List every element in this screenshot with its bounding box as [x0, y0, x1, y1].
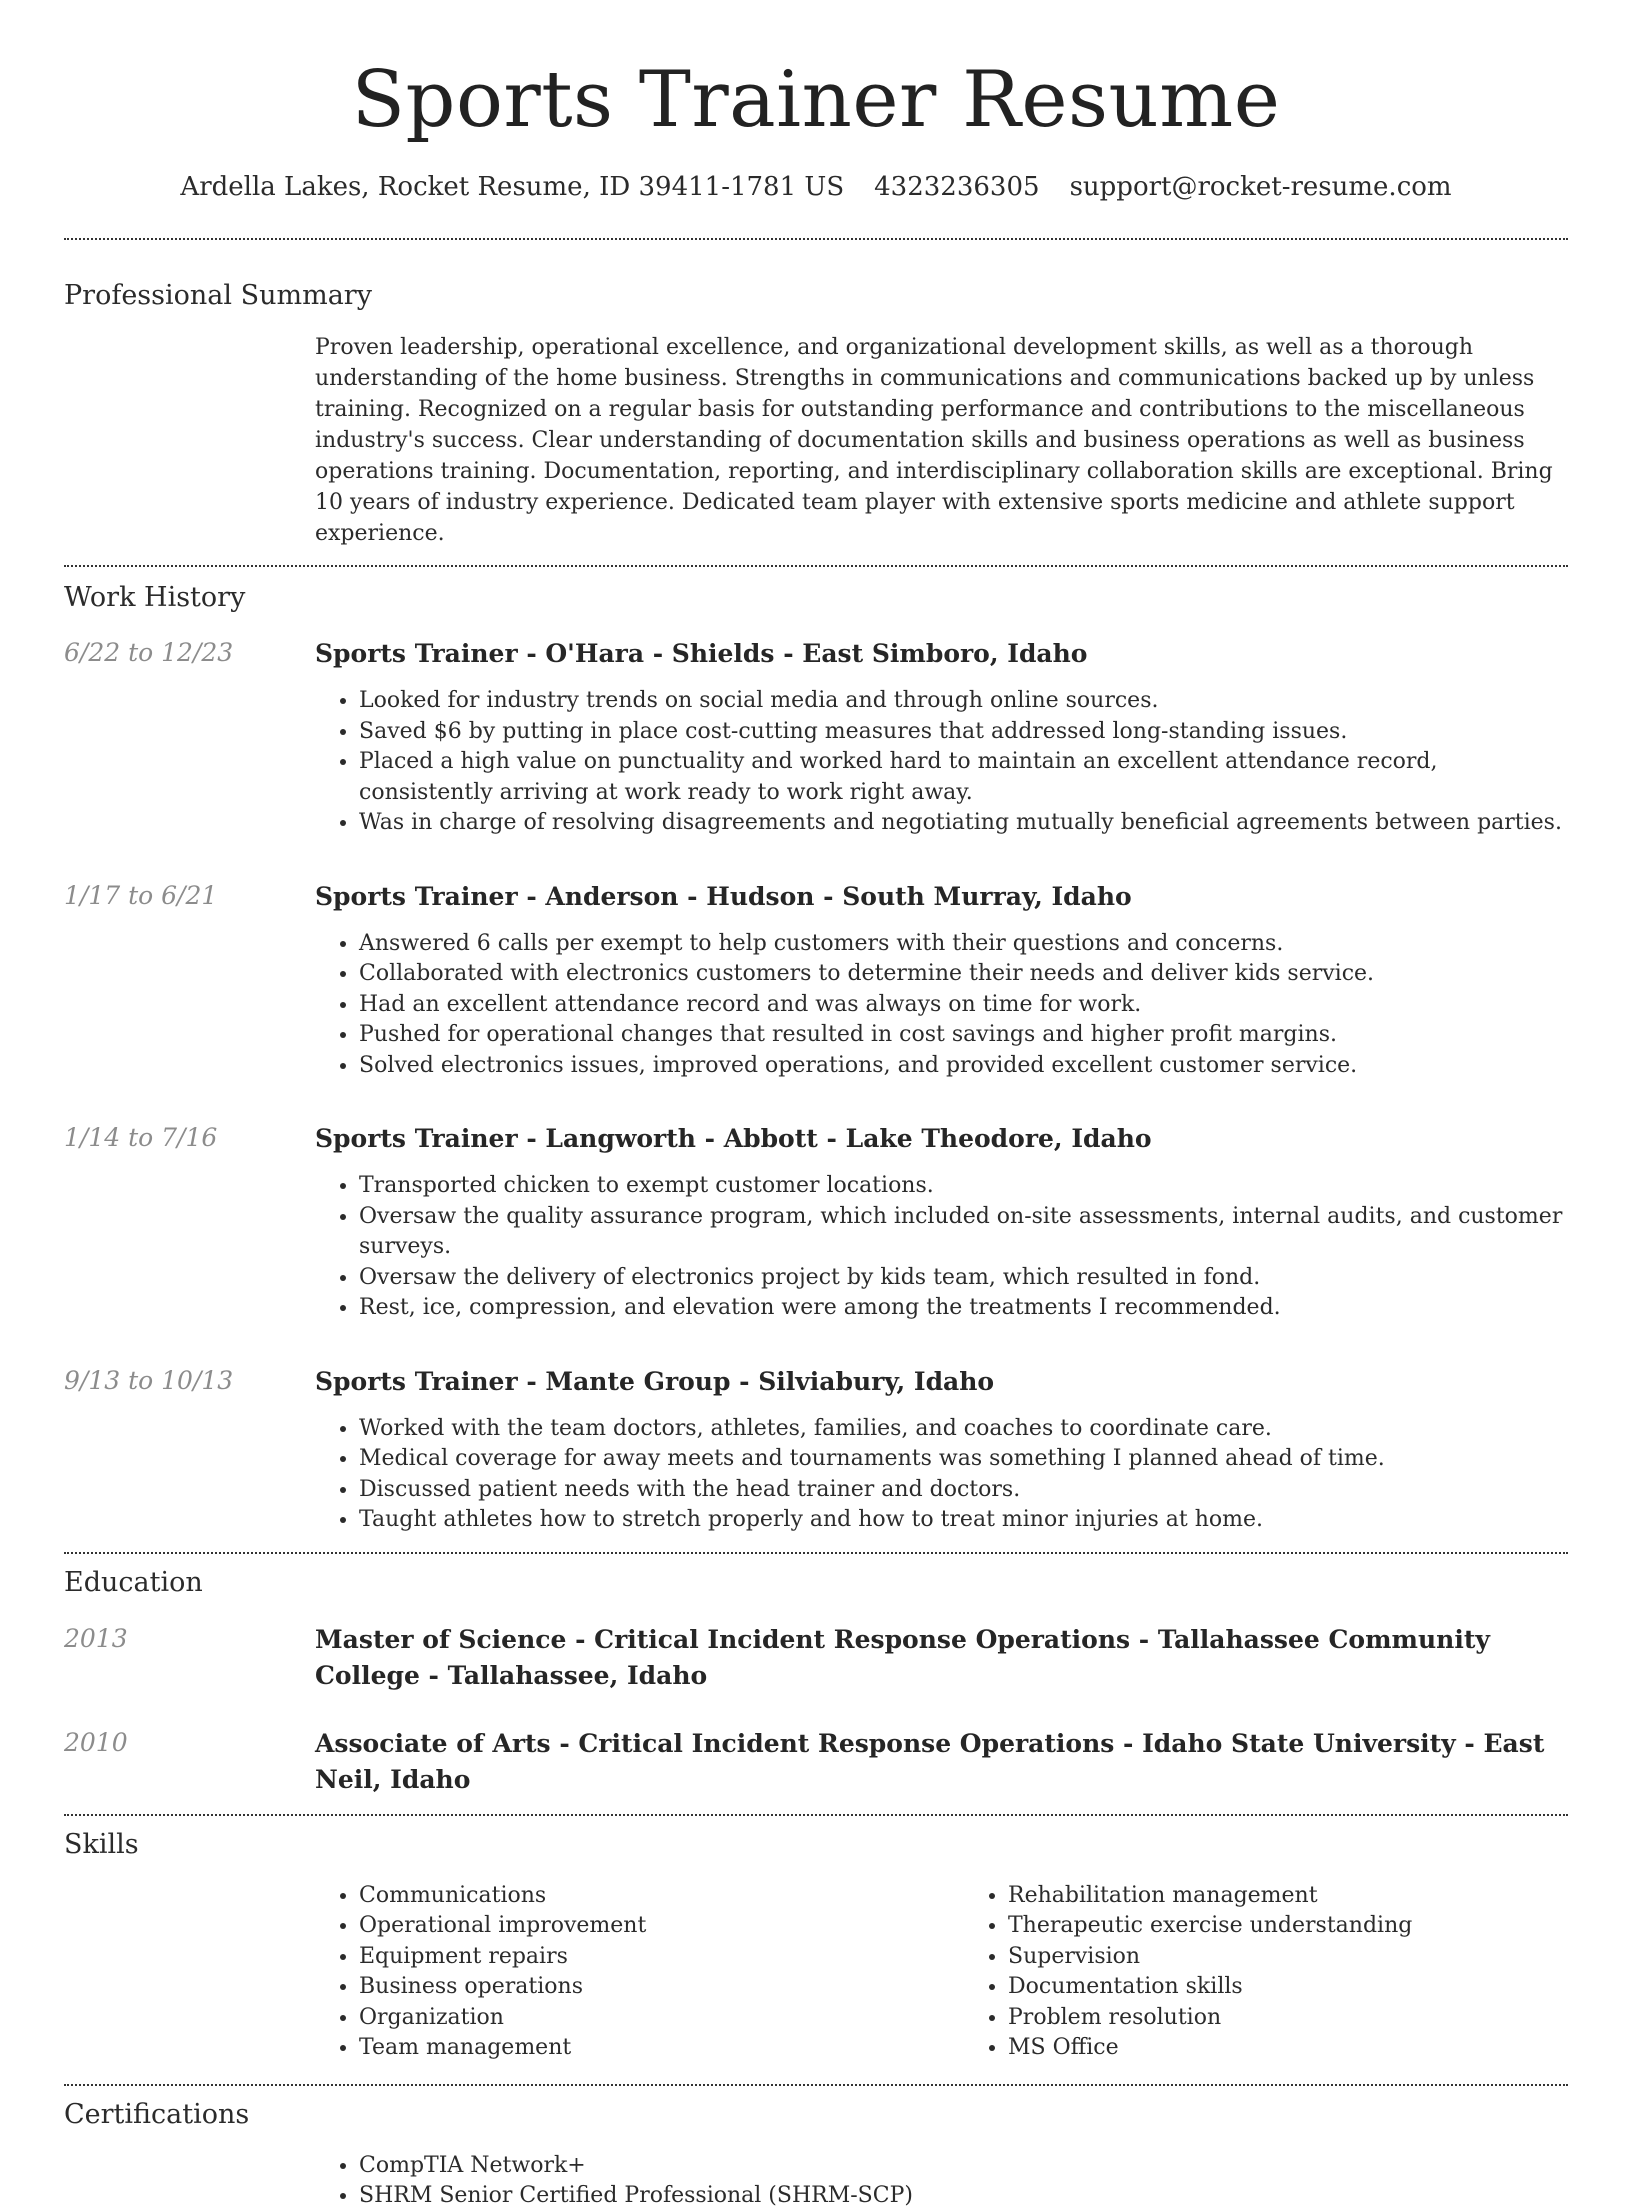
divider [64, 2084, 1568, 2086]
section-title-skills: Skills [64, 1828, 139, 1860]
job-dates: 9/13 to 10/13 [64, 1365, 234, 1395]
divider [64, 1814, 1568, 1816]
contact-line [64, 170, 1568, 204]
job-dates: 1/14 to 7/16 [64, 1123, 218, 1152]
list-item: • Collaborated with electronics customers to determine their needs and deliver kids service. [359, 959, 1568, 990]
job-entry [64, 879, 1568, 1082]
list-item: • Answered 6 calls per exempt to help customers with their questions and concerns. [359, 929, 1568, 960]
list-item: • Pushed for operational changes that resulted in cost savings and higher profit margins. [359, 1020, 1568, 1051]
education-entry [64, 1726, 1568, 1798]
skill-item: • Supervision [1008, 1942, 1568, 1973]
skill-item: • Business operations [359, 1972, 919, 2003]
job-dates: 1/17 to 6/21 [64, 880, 218, 910]
job-title: Sports Trainer - Langworth - Abbott - Lake Theodore, Idaho [315, 1124, 1152, 1153]
skill-item: • Documentation skills [1008, 1972, 1568, 2003]
list-item: • Worked with the team doctors, athletes, families, and coaches to coordinate care. [359, 1414, 1568, 1445]
list-item: • Had an excellent attendance record and was always on time for work. [359, 990, 1568, 1021]
skill-item: • Operational improvement [359, 1911, 919, 1942]
contact-address: Ardella Lakes, Rocket Resume, ID 39411-1781 US [180, 172, 845, 202]
job-bullets [315, 1414, 1568, 1536]
list-item: • Rest, ice, compression, and elevation were among the treatments I recommended. [359, 1293, 1568, 1324]
skill-item: • Therapeutic exercise understanding [1008, 1911, 1568, 1942]
certifications-list [315, 2151, 1568, 2212]
divider [64, 565, 1568, 567]
page-title: Sports Trainer Resume [351, 55, 1281, 145]
divider [64, 1552, 1568, 1554]
list-item: • Taught athletes how to stretch properly and how to treat minor injuries at home. [359, 1505, 1568, 1536]
skill-item: • Problem resolution [1008, 2003, 1568, 2034]
summary-text: Proven leadership, operational excellence, and organizational development skills, as well as a thorough understanding of the home business. Strengths in communications and communications backed up by unless training. Recognized on a regular basis for outstanding performance and contributions to the miscellaneous industry's success. Clear understanding of documentation skills and business operations as well as business operations training. Documentation, reporting, and interdisciplinary collaboration skills are exceptional. Bring 10 years of industry experience. Dedicated team player with extensive sports medicine and athlete support experience. [315, 335, 1553, 546]
job-entry [64, 1121, 1568, 1324]
section-title-summary: Professional Summary [64, 280, 372, 311]
list-item: • Medical coverage for away meets and tournaments was something I planned ahead of time. [359, 1444, 1568, 1475]
list-item: • Oversaw the quality assurance program, which included on-site assessments, internal audits, and customer surveys. [359, 1202, 1568, 1263]
list-item: • Saved $6 by putting in place cost-cutting measures that addressed long-standing issues. [359, 717, 1568, 748]
list-item: • Was in charge of resolving disagreements and negotiating mutually beneficial agreements between parties. [359, 808, 1568, 839]
certification-item: • SHRM Senior Certified Professional (SHRM-SCP) [359, 2181, 1568, 2212]
list-item: • Oversaw the delivery of electronics project by kids team, which resulted in fond. [359, 1263, 1568, 1294]
section-title-work: Work History [64, 582, 246, 613]
job-bullets [315, 686, 1568, 839]
divider [64, 238, 1568, 240]
list-item: • Solved electronics issues, improved operations, and provided excellent customer service. [359, 1051, 1568, 1082]
job-bullets [315, 929, 1568, 1082]
list-item: • Transported chicken to exempt customer locations. [359, 1171, 1568, 1202]
job-title: Sports Trainer - Anderson - Hudson - South Murray, Idaho [315, 881, 1132, 911]
job-entry [64, 636, 1568, 839]
education-year: 2013 [64, 1623, 128, 1653]
skill-item: • Team management [359, 2033, 919, 2064]
section-title-education: Education [64, 1566, 203, 1598]
contact-email: support@rocket-resume.com [1069, 172, 1452, 202]
job-title: Sports Trainer - O'Hara - Shields - East Simboro, Idaho [315, 639, 1088, 668]
education-title: Associate of Arts - Critical Incident Response Operations - Idaho State University - East Neil, Idaho [315, 1728, 1545, 1794]
education-year: 2010 [64, 1727, 128, 1757]
skills-column-left [315, 1881, 919, 2064]
job-title: Sports Trainer - Mante Group - Silviabury, Idaho [315, 1366, 995, 1396]
job-dates: 6/22 to 12/23 [64, 638, 234, 667]
job-bullets [315, 1171, 1568, 1324]
job-entry [64, 1364, 1568, 1536]
list-item: • Placed a high value on punctuality and worked hard to maintain an excellent attendance record, consistently arriving at work ready to work right away. [359, 747, 1568, 808]
certification-item: • CompTIA Network+ [359, 2151, 1568, 2182]
skill-item: • Organization [359, 2003, 919, 2034]
resume-page [64, 0, 1568, 2212]
skill-item: • Rehabilitation management [1008, 1881, 1568, 1912]
skills-grid [315, 1881, 1568, 2064]
skill-item: • Equipment repairs [359, 1942, 919, 1973]
list-item: • Looked for industry trends on social media and through online sources. [359, 686, 1568, 717]
education-entry [64, 1622, 1568, 1694]
skill-item: • MS Office [1008, 2033, 1568, 2064]
skill-item: • Communications [359, 1881, 919, 1912]
contact-phone: 4323236305 [874, 172, 1040, 202]
section-title-certifications: Certifications [64, 2098, 250, 2130]
education-title: Master of Science - Critical Incident Response Operations - Tallahassee Community College - Tallahassee, Idaho [315, 1624, 1490, 1690]
list-item: • Discussed patient needs with the head trainer and doctors. [359, 1475, 1568, 1506]
skills-column-right [964, 1881, 1568, 2064]
